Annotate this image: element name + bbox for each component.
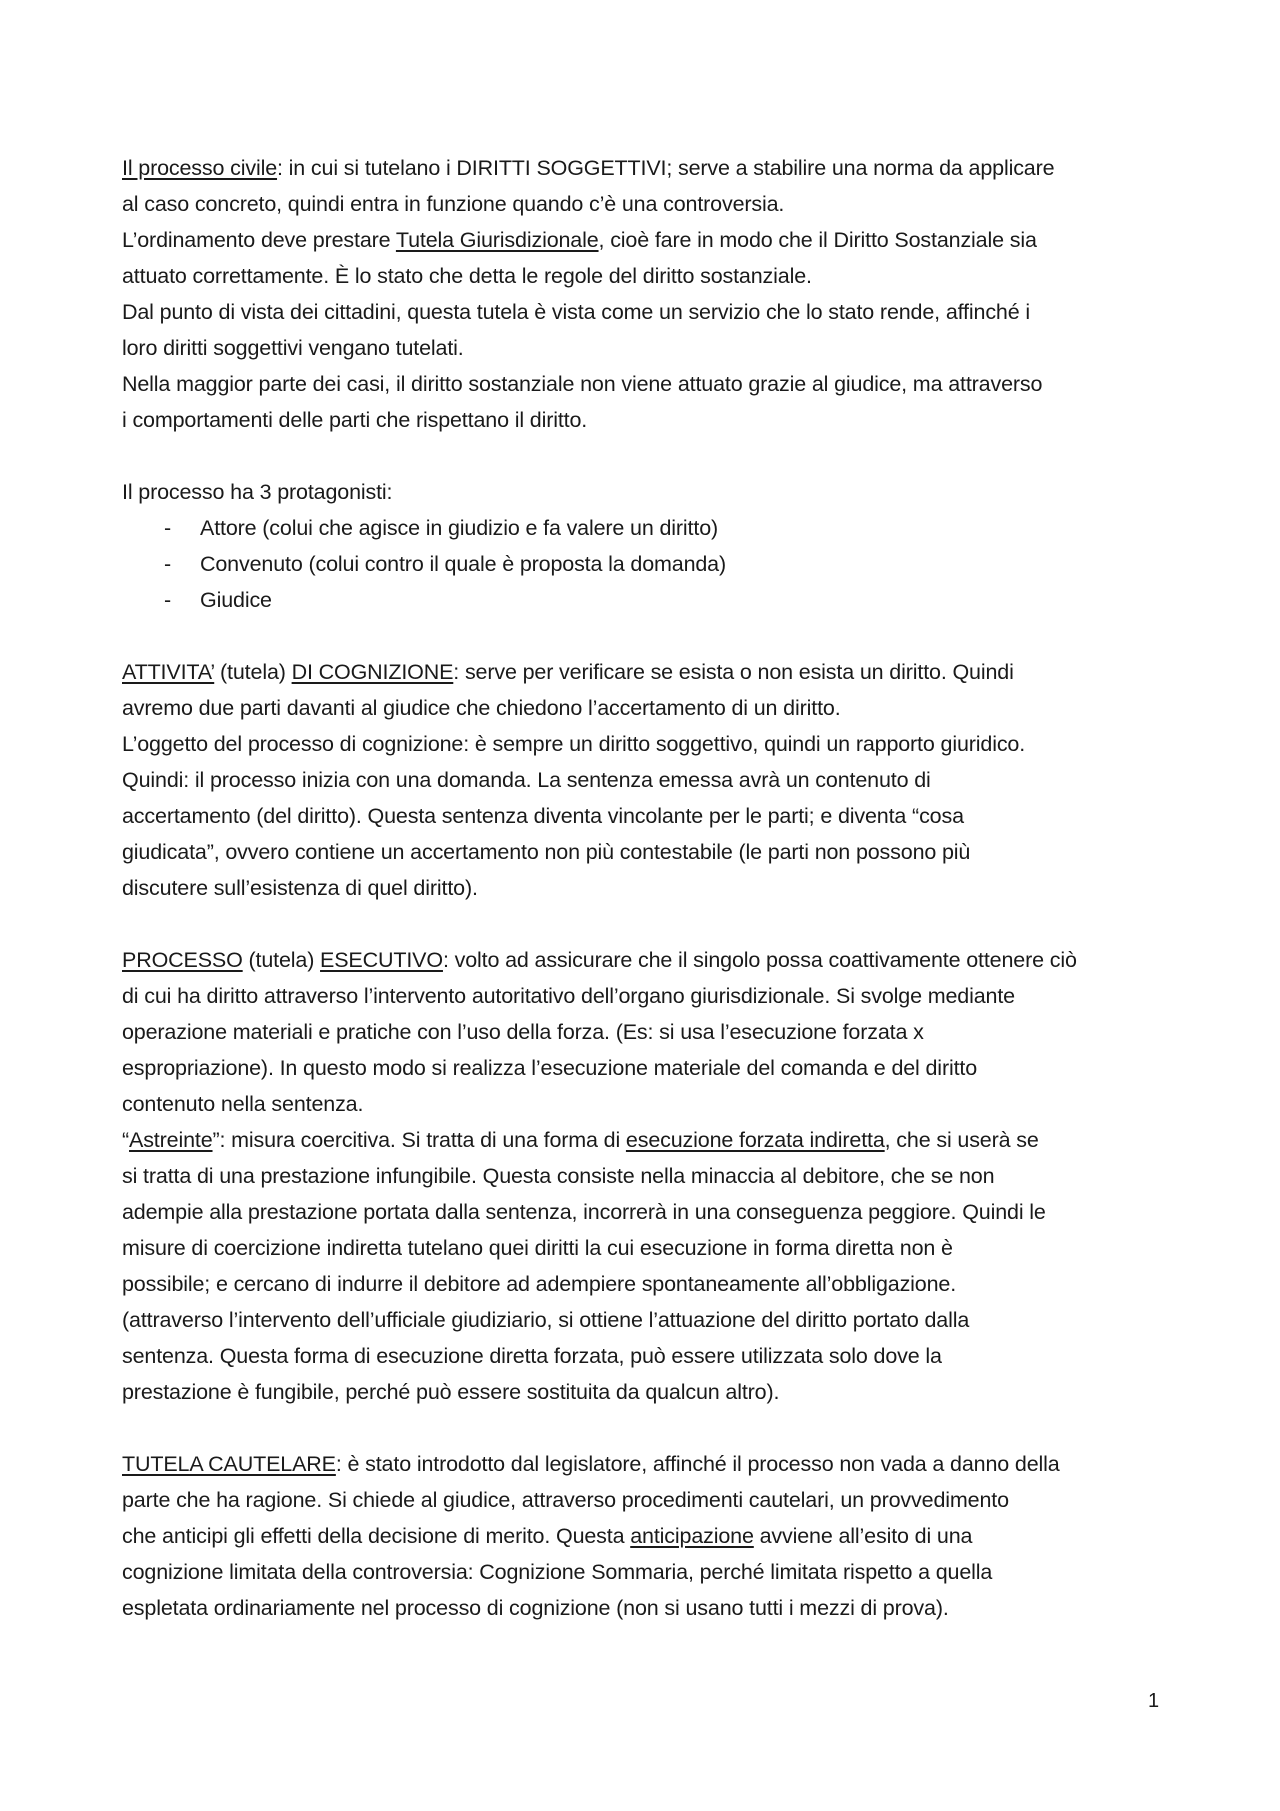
spacer xyxy=(122,906,1172,942)
paragraph-line: misure di coercizione indiretta tutelano quei diritti la cui esecuzione in forma diretta non è xyxy=(122,1236,953,1260)
paragraph-line: Nella maggior parte dei casi, il diritto sostanziale non viene attuato grazie al giudice, ma attraverso xyxy=(122,372,1043,396)
paragraph-line: cognizione limitata della controversia: Cognizione Sommaria, perché limitata rispetto a quella xyxy=(122,1560,993,1584)
spacer xyxy=(122,1410,1172,1446)
paragraph-line: espletata ordinariamente nel processo di cognizione (non si usano tutti i mezzi di prova). xyxy=(122,1596,949,1620)
list-item-text: Convenuto (colui contro il quale è proposta la domanda) xyxy=(200,552,726,576)
paragraph-line xyxy=(122,222,1172,258)
heading-di-cognizione: DI COGNIZIONE xyxy=(291,660,454,684)
paragraph-line: (attraverso l’intervento dell’ufficiale giudiziario, si ottiene l’attuazione del diritto portato dalla xyxy=(122,1308,970,1332)
text-span: (tutela) xyxy=(214,660,292,684)
text-span: : è stato introdotto dal legislatore, affinché il processo non vada a danno della xyxy=(335,1452,1060,1476)
heading-processo: PROCESSO xyxy=(122,948,243,972)
paragraph-line: parte che ha ragione. Si chiede al giudice, attraverso procedimenti cautelari, un provvedimento xyxy=(122,1488,1009,1512)
paragraph-line xyxy=(122,1122,1172,1158)
paragraph-line: L’oggetto del processo di cognizione: è sempre un diritto soggettivo, quindi un rapporto giuridico. xyxy=(122,732,1026,756)
paragraph-line: di cui ha diritto attraverso l’intervento autoritativo dell’organo giurisdizionale. Si svolge mediante xyxy=(122,984,1015,1008)
paragraph-line: al caso concreto, quindi entra in funzione quando c’è una controversia. xyxy=(122,192,785,216)
heading-processo-civile: Il processo civile xyxy=(122,156,278,180)
paragraph-line: Dal punto di vista dei cittadini, questa tutela è vista come un servizio che lo stato rende, affinché i xyxy=(122,300,1030,324)
paragraph-line xyxy=(122,1518,1172,1554)
dash-bullet: - xyxy=(164,552,172,576)
spacer xyxy=(122,438,1172,474)
paragraph-line xyxy=(122,942,1172,978)
heading-attivita: ATTIVITA’ xyxy=(122,660,215,684)
list-item xyxy=(122,510,1172,546)
paragraph-line xyxy=(122,654,1172,690)
list-item-text: Giudice xyxy=(200,588,272,612)
dash-bullet: - xyxy=(164,588,172,612)
heading-tutela-cautelare: TUTELA CAUTELARE xyxy=(122,1452,336,1476)
paragraph-line: possibile; e cercano di indurre il debitore ad adempiere spontaneamente all’obbligazione. xyxy=(122,1272,957,1296)
text-span: : volto ad assicurare che il singolo possa coattivamente ottenere ciò xyxy=(442,948,1077,972)
paragraph-line xyxy=(122,1446,1172,1482)
dash-bullet: - xyxy=(164,516,172,540)
list-item-text: Attore (colui che agisce in giudizio e fa valere un diritto) xyxy=(200,516,719,540)
paragraph-line: sentenza. Questa forma di esecuzione diretta forzata, può essere utilizzata solo dove la xyxy=(122,1344,942,1368)
paragraph-line: avremo due parti davanti al giudice che chiedono l’accertamento di un diritto. xyxy=(122,696,841,720)
paragraph-line: contenuto nella sentenza. xyxy=(122,1092,364,1116)
text-span: : in cui si tutelano i DIRITTI SOGGETTIVI; serve a stabilire una norma da applicare xyxy=(277,156,1055,180)
paragraph-line: prestazione è fungibile, perché può essere sostituita da qualcun altro). xyxy=(122,1380,780,1404)
text-span: “ xyxy=(122,1128,130,1152)
page-number: 1 xyxy=(1148,1690,1160,1712)
text-span: ”: misura coercitiva. Si tratta di una forma di xyxy=(212,1128,626,1152)
paragraph-line: giudicata”, ovvero contiene un accertamento non più contestabile (le parti non possono più xyxy=(122,840,971,864)
spacer xyxy=(122,618,1172,654)
paragraph-line: Quindi: il processo inizia con una domanda. La sentenza emessa avrà un contenuto di xyxy=(122,768,931,792)
text-span: , che si userà se xyxy=(884,1128,1039,1152)
paragraph-line: accertamento (del diritto). Questa sentenza diventa vincolante per le parti; e diventa “cosa xyxy=(122,804,964,828)
text-span: : serve per verificare se esista o non esista un diritto. Quindi xyxy=(453,660,1014,684)
paragraph-line: operazione materiali e pratiche con l’uso della forza. (Es: si usa l’esecuzione forzata x xyxy=(122,1020,924,1044)
paragraph-line: attuato correttamente. È lo stato che detta le regole del diritto sostanziale. xyxy=(122,264,812,288)
paragraph-line xyxy=(122,150,1172,186)
paragraph-line: si tratta di una prestazione infungibile. Questa consiste nella minaccia al debitore, che se non xyxy=(122,1164,995,1188)
text-span: , cioè fare in modo che il Diritto Sostanziale sia xyxy=(598,228,1037,252)
heading-esecutivo: ESECUTIVO xyxy=(320,948,443,972)
text-span: che anticipi gli effetti della decisione di merito. Questa xyxy=(122,1524,631,1548)
term-astreinte: Astreinte xyxy=(129,1128,213,1152)
list-item xyxy=(122,582,1172,618)
term-anticipazione: anticipazione xyxy=(630,1524,754,1548)
text-span: L’ordinamento deve prestare xyxy=(122,228,396,252)
list-item xyxy=(122,546,1172,582)
document-body xyxy=(122,150,1172,1626)
paragraph-line: espropriazione). In questo modo si realizza l’esecuzione materiale del comanda e del diritto xyxy=(122,1056,978,1080)
term-tutela-giurisdizionale: Tutela Giurisdizionale xyxy=(395,228,599,252)
paragraph-line: Il processo ha 3 protagonisti: xyxy=(122,480,393,504)
protagonists-list xyxy=(122,510,1172,618)
term-esecuzione-forzata-indiretta: esecuzione forzata indiretta xyxy=(625,1128,885,1152)
paragraph-line: i comportamenti delle parti che rispettano il diritto. xyxy=(122,408,588,432)
paragraph-line: discutere sull’esistenza di quel diritto). xyxy=(122,876,478,900)
paragraph-line: loro diritti soggettivi vengano tutelati. xyxy=(122,336,464,360)
text-span: (tutela) xyxy=(242,948,321,972)
paragraph-line: adempie alla prestazione portata dalla sentenza, incorrerà in una conseguenza peggiore. Quindi le xyxy=(122,1200,1046,1224)
text-span: avviene all’esito di una xyxy=(753,1524,973,1548)
